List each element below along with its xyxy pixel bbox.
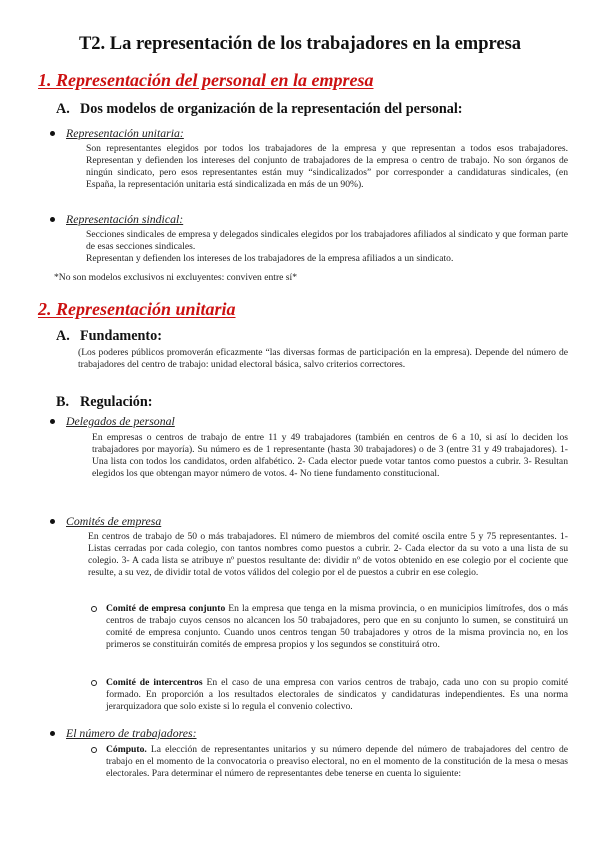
bullet-title: Representación sindical: (66, 212, 184, 226)
sub-item-comite-conjunto (106, 603, 568, 651)
bullet-dot-icon (50, 731, 55, 736)
section-1-subheading-a (56, 101, 463, 118)
bullet-dot-icon (50, 419, 55, 424)
bullet-title: Representación unitaria: (66, 126, 184, 140)
bullet-delegados-de-personal (66, 414, 175, 429)
page-title: T2. La representación de los trabajadores en la empresa (78, 34, 522, 54)
sub-item-text: En el caso de una empresa con varios centros de trabajo, cada uno con su propio comité formado. En proporción a los resultados electorales de sindicatos y candidaturas independientes. Es una norma jerarquizadora que solo existe si lo regula el convenio colectivo. (106, 677, 568, 712)
sub-item-text: En la empresa que tenga en la misma provincia, o en municipios limítrofes, dos o más centros de trabajo cuyos censos no alcancen los 50 trabajadores, pero que en su conjunto lo sumen, se constituirá un comité de empresa conjunto. Cuando unos centros tengan 50 trabajadores y otros de la misma provincia no, en los primeros se constituirán comités de empresa propios y los segundos se constituirá otro. (106, 603, 568, 650)
bullet-numero-de-trabajadores (66, 726, 197, 741)
sub-bullet-ring-icon (91, 680, 97, 686)
bullet-comites-de-empresa (66, 514, 161, 529)
paragraph-comites-de-empresa: En centros de trabajo de 50 o más trabajadores. El número de miembros del comité oscila entre 5 y 75 representantes. 1- Listas cerradas por cada colegio, con tantos nombres como puestos a cubrir. 2- Cada elector da su voto a una lista de su colegio. 3- A cada lista se atribuye nº puestos resultante de: dividir nº de votos obtenido en ese colegio por el cociente que resulte, a su vez, de dividir total de votos válidos del colegio por el de puestos a cubrir en ese colegio. (88, 531, 568, 578)
subheading-letter: B. (56, 394, 70, 410)
sub-bullet-ring-icon (91, 747, 97, 753)
bullet-title: Delegados de personal (66, 414, 175, 428)
paragraph-representacion-sindical-2: Representan y defienden los intereses de los trabajadores de la empresa afiliados a un sindicato. (86, 253, 454, 264)
bullet-dot-icon (50, 217, 55, 222)
sub-item-title: Comité de empresa conjunto (106, 603, 226, 614)
sub-item-computo (106, 744, 568, 780)
bullet-dot-icon (50, 519, 55, 524)
bullet-dot-icon (50, 131, 55, 136)
bullet-representacion-unitaria (66, 126, 184, 141)
sub-item-text: La elección de representantes unitarios y su número depende del número de trabajadores del centro de trabajo en el momento de la convocatoria o preaviso electoral, no en el momento de la constitución de la mesa o mesas electorales. Para determinar el número de representantes debe tenerse en cuenta lo siguiente: (106, 744, 568, 779)
section-2-heading: 2. Representación unitaria (38, 299, 236, 319)
section-2-subheading-b (56, 394, 153, 411)
paragraph-representacion-sindical-1: Secciones sindicales de empresa y delegados sindicales elegidos por los trabajadores afiliados al sindicato y que forman parte de esas secciones sindicales. (86, 229, 568, 252)
paragraph-fundamento: (Los poderes públicos promoverán eficazmente “las diversas formas de participación en la empresa). Depende del número de trabajadores del centro de trabajo: unidad electoral básica, salvo criterios correctores. (78, 347, 568, 370)
sub-item-comite-intercentros (106, 677, 568, 713)
bullet-representacion-sindical (66, 212, 183, 227)
models-note: *No son modelos exclusivos ni excluyentes: conviven entre sí* (54, 272, 297, 283)
sub-bullet-ring-icon (91, 606, 97, 612)
subheading-title: Dos modelos de organización de la representación del personal: (80, 101, 463, 117)
subheading-letter: A. (56, 101, 70, 117)
subheading-title: Regulación: (80, 394, 153, 410)
subheading-title: Fundamento: (80, 328, 162, 344)
section-2-subheading-a (56, 328, 162, 345)
bullet-title: Comités de empresa (66, 514, 162, 528)
section-1-heading: 1. Representación del personal en la empresa (38, 70, 374, 90)
sub-item-title: Cómputo. (106, 744, 147, 755)
subheading-letter: A. (56, 328, 70, 344)
bullet-title: El número de trabajadores: (66, 726, 197, 740)
paragraph-representacion-unitaria: Son representantes elegidos por todos los trabajadores de la empresa y que representan a todos esos trabajadores. Representan y defienden los intereses del conjunto de trabajadores de la empresa o centro de trabajo. No son órganos de ningún sindicato, pero esos representantes están muy “sindicalizados” por corresponder a candidaturas sindicales, (en España, la representación unitaria está sindicalizada en más de un 90%). (86, 143, 568, 190)
sub-item-title: Comité de intercentros (106, 677, 203, 688)
paragraph-delegados-de-personal: En empresas o centros de trabajo de entre 11 y 49 trabajadores (también en centros de 6 a 10, si así lo deciden los trabajadores por mayoría). Su número es de 1 representante (hasta 30 trabajadores) o de 3 (entre 31 y 49 trabajadores). 1- Una lista con todos los candidatos, orden alfabético. 2- Cada elector puede votar tantos como puestos a cubrir. 3- Resultan elegidos los que obtengan mayor número de votos. 4- No tiene fundamento constitucional. (92, 432, 568, 479)
